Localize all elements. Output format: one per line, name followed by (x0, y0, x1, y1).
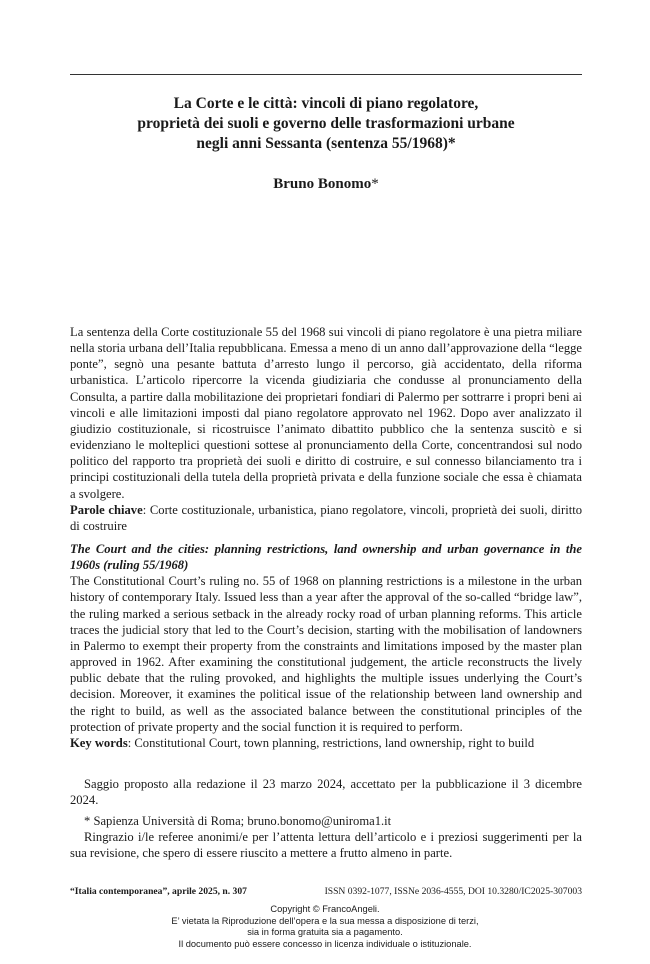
keywords-en (70, 735, 582, 751)
title-line: La Corte e le città: vincoli di piano regolatore, (173, 95, 479, 112)
keywords-it (70, 502, 582, 534)
keywords-en-values: : Constitutional Court, town planning, restrictions, land ownership, right to build (127, 735, 535, 750)
article-title (70, 94, 582, 154)
copyright-line: Copyright © FrancoAngeli. (270, 904, 380, 914)
author-footnote-mark: * (371, 176, 379, 192)
submission-note: Saggio proposto alla redazione il 23 marzo 2024, accettato per la pubblicazione il 3 dicembre 2024. (70, 777, 582, 808)
copyright-line: Il documento può essere concesso in licenza individuale o istituzionale. (178, 938, 472, 949)
title-line: negli anni Sessanta (sentenza 55/1968)* (196, 135, 456, 152)
journal-citation: “Italia contemporanea”, aprile 2025, n. 307 (70, 886, 247, 897)
abstract-en-title: The Court and the cities: planning restrictions, land ownership and urban governance in the 1960s (ruling 55/1968) (70, 542, 582, 573)
copyright-line: E’ vietata la Riproduzione dell’opera e la sua messa a disposizione di terzi, (171, 915, 479, 926)
copyright-notice (0, 904, 650, 950)
copyright-line: sia in forma gratuita sia a pagamento. (247, 927, 403, 938)
title-line: proprietà dei suoli e governo delle trasformazioni urbane (137, 115, 515, 132)
abstract-it-text: La sentenza della Corte costituzionale 55 del 1968 sui vincoli di piano regolatore è una pietra miliare nella storia urbana dell’Italia repubblicana. Emessa a meno di un anno dall’approvazione della “legge ponte”, segnò una pesante battuta d’arresto lungo il percorso, già accidentato, della riforma urbanistica. L’articolo ripercorre la vicenda giudiziaria che condusse al pronunciamento della Consulta, a partire dalla mobilitazione dei proprietari fondiari di Palermo per sottrarre i propri beni ai vincoli e alle limitazioni imposti dal piano regolatore approvato nel 1962. Dopo aver analizzato il giudizio costituzionale, si ricostruisce l’animato dibattito pubblico che la sentenza suscitò e si evidenziano le molteplici questioni sottese al pronunciamento della Corte, concentrandosi sul nodo politico del rapporto tra proprietà dei suoli e diritto di costruire, e sul connesso bilanciamento tra i principi costituzionali della tutela della proprietà privata e della funzione sociale che essa è chiamata a svolgere. (70, 325, 582, 501)
abstract-english (70, 541, 582, 751)
header-rule (70, 74, 582, 75)
keywords-en-label: Key words (70, 735, 128, 750)
abstract-italian (70, 324, 582, 534)
acknowledgements-note: Ringrazio i/le referee anonimi/e per l’attenta lettura dell’articolo e i preziosi suggerimenti per la sua revisione, che spero di essere riuscito a mettere a frutto almeno in parte. (70, 830, 582, 861)
author-line (70, 176, 582, 193)
abstract-en-text: The Constitutional Court’s ruling no. 55 of 1968 on planning restrictions is a milestone in the urban history of contemporary Italy. Issued less than a year after the approval of the so-called “bridge law”, the ruling marked a serious setback in the already rocky road of urban planning reforms. This article traces the judicial story that led to the Court’s decision, starting with the mobilisation of landowners in Palermo to exempt their property from the constraints and limitations imposed by the master plan approved in 1962. After examining the constitutional judgement, the article reconstructs the lively public debate that the ruling provoked, and highlights the multiple issues underlying the Court’s decision. Moreover, it examines the political issue of the relationship between land ownership and the right to build, as well as the associated balance between the constitutional principles of the protection of private property and the social function it is required to perform. (70, 574, 582, 734)
affiliation-note: * Sapienza Università di Roma; bruno.bonomo@uniroma1.it (84, 814, 392, 828)
keywords-it-values: : Corte costituzionale, urbanistica, piano regolatore, vincoli, proprietà dei suoli, diritto di costruire (70, 502, 582, 533)
author-name: Bruno Bonomo (273, 176, 372, 192)
keywords-it-label: Parole chiave (70, 502, 143, 517)
journal-identifiers: ISSN 0392-1077, ISSNe 2036-4555, DOI 10.3280/IC2025-307003 (324, 886, 582, 897)
page-footer (70, 886, 582, 897)
